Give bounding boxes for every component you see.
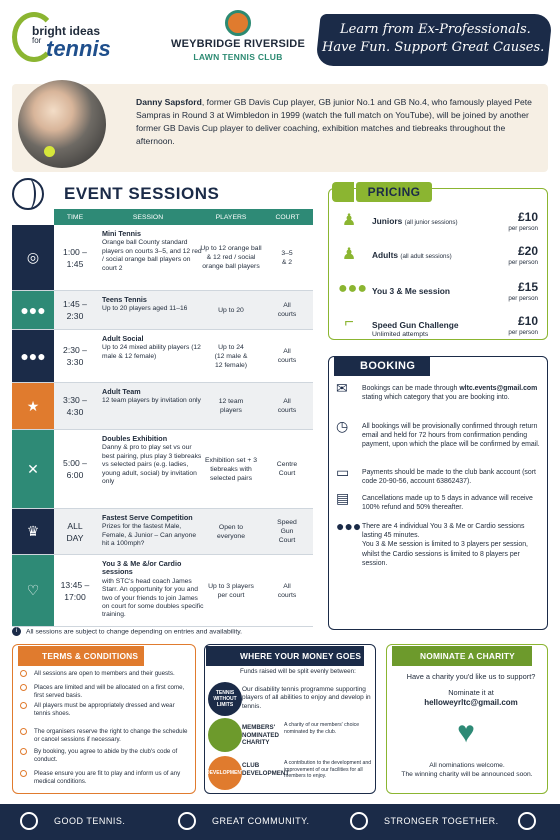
adult-icon: ♟	[341, 246, 357, 263]
check-icon	[20, 670, 27, 677]
session-players: Exhibition set + 3 tiebreaks with selected pairs	[205, 456, 257, 482]
player-photo	[18, 80, 106, 168]
club-emblem-icon	[225, 10, 251, 36]
session-title: Adult Team	[102, 387, 141, 396]
session-players: 12 team players	[218, 398, 244, 414]
session-court: 3–5 & 2	[281, 249, 293, 266]
charity-note: All nominations welcome. The winning charity will be announced soon.	[401, 762, 533, 778]
price-name	[372, 320, 459, 338]
price-label: Speed Gun Challenge	[372, 320, 459, 330]
crossed-rackets-icon: ✕	[12, 430, 54, 508]
price-value: £10	[517, 314, 538, 328]
money-item	[204, 718, 376, 754]
booking-text	[362, 384, 542, 402]
session-time: 3:30 – 4:30	[63, 395, 87, 417]
price-tag-icon	[332, 182, 354, 202]
price-label: You 3 & Me session	[372, 286, 451, 296]
charity-question-text: Have a charity you'd like us to support?	[406, 672, 536, 681]
terms-text: Places are limited and will be allocated on a first come, first served basis.	[34, 684, 185, 699]
price-name	[372, 250, 452, 261]
tagline-line1: Learn from Ex-Professionals.	[340, 22, 531, 37]
session-players: Up to 12 orange ball & 12 red / social orange ball players	[200, 245, 262, 270]
col-session: SESSION	[132, 213, 164, 221]
session-desc: Orange ball County standard players on courts 3–5, and 12 red / social orange ball players on court 2	[102, 239, 202, 272]
logo-line2: for	[32, 36, 42, 45]
tagline-banner	[315, 14, 552, 66]
price-name	[372, 286, 450, 297]
tennis-ball-icon	[12, 178, 44, 210]
session-info	[102, 335, 204, 361]
trophy-icon: ♛	[12, 509, 54, 554]
col-players: PLAYERS	[215, 213, 247, 221]
price-per: per person	[508, 295, 538, 302]
money-badge: TENNIS WITHOUT LIMITS	[208, 682, 242, 716]
session-title: Adult Social	[102, 334, 144, 343]
booking-text	[362, 468, 542, 486]
envelope-icon: ✉	[336, 380, 348, 396]
club-name: WEYBRIDGE RIVERSIDE	[171, 38, 305, 50]
session-court: All courts	[277, 348, 297, 364]
session-players: Up to 3 players per court	[208, 582, 254, 599]
session-title: Fastest Serve Competition	[102, 513, 193, 522]
check-icon	[20, 770, 27, 777]
booking-pre: Bookings can be made through	[362, 385, 460, 392]
bright-ideas-logo	[12, 10, 132, 66]
money-desc: A charity of our members' choice nominated by the club.	[284, 722, 360, 735]
session-court: All courts	[277, 582, 297, 599]
intro-text	[136, 96, 540, 148]
session-players: Up to 24 (12 male & 12 female)	[214, 343, 248, 369]
session-title: Mini Tennis	[102, 229, 141, 238]
tennis-ball-icon: ◎	[12, 225, 54, 290]
session-desc: 12 team players by invitation only	[102, 397, 201, 405]
session-info	[102, 514, 204, 549]
price-per: per person	[508, 259, 538, 266]
money-intro: Funds raised will be split evenly between:	[240, 668, 356, 675]
session-time: 13:45 – 17:00	[60, 579, 90, 602]
session-row	[12, 225, 313, 291]
money-badge: DEVELOPMENT	[208, 756, 242, 790]
terms-title: TERMS & CONDITIONS	[18, 646, 144, 666]
session-info	[102, 230, 204, 273]
terms-text: By booking, you agree to abide by the club's code of conduct.	[34, 748, 178, 763]
charity-title: NOMINATE A CHARITY	[392, 646, 532, 666]
speed-gun-icon: ⌐	[344, 314, 354, 331]
booking-pre: Cancellations made up to 5 days in advance will receive 100% refund and 50% thereafter.	[362, 495, 533, 512]
footer-item-2: GREAT COMMUNITY.	[212, 816, 310, 826]
tennis-ball-icon	[44, 146, 55, 157]
handshake-icon	[350, 812, 368, 830]
club-logo	[168, 10, 308, 72]
terms-text: Please ensure you are fit to play and inform us of any medical conditions.	[34, 770, 181, 785]
footer-item-1: GOOD TENNIS.	[54, 816, 126, 826]
money-label: CLUB DEVELOPMENT	[242, 762, 290, 777]
booking-title: BOOKING	[360, 360, 416, 372]
session-row	[12, 291, 313, 330]
booking-email-link[interactable]: wltc.events@gmail.com	[459, 385, 538, 392]
price-per: per person	[508, 329, 538, 336]
money-icon: ▤	[336, 490, 350, 506]
booking-text	[362, 422, 542, 450]
price-item	[338, 208, 538, 238]
price-note: (all adult sessions)	[400, 253, 452, 260]
sessions-table-header	[54, 209, 313, 225]
session-row	[12, 330, 313, 383]
group-icon: ●●●	[336, 518, 362, 534]
heartbeat-icon: ♡	[12, 555, 54, 626]
group-icon: ●●●	[12, 330, 54, 382]
charity-email-link[interactable]: helloweyrltc@gmail.com	[424, 698, 518, 707]
session-row	[12, 555, 313, 627]
intro-name: Danny Sapsford	[136, 97, 202, 107]
price-note: (all junior sessions)	[404, 219, 458, 226]
clock-icon: ◷	[336, 418, 349, 434]
session-desc: with STC's head coach James Starr. An opportunity for you and two of your friends to join James on court for some doubles specific training.	[102, 577, 204, 619]
booking-title-bar	[334, 356, 430, 376]
info-icon: i	[12, 627, 21, 636]
price-label: Adults	[372, 250, 399, 260]
money-badge	[208, 718, 242, 752]
session-title: Teens Tennis	[102, 295, 147, 304]
price-item	[338, 312, 538, 342]
session-row	[12, 383, 313, 430]
price-item	[338, 278, 538, 308]
charity-question	[396, 672, 546, 708]
session-time: 2:30 – 3:30	[63, 345, 87, 367]
tagline-line2: Have Fun. Support Great Causes.	[322, 40, 545, 55]
star-icon: ★	[12, 383, 54, 429]
card-icon: ▭	[336, 464, 350, 480]
pricing-title: PRICING	[356, 182, 432, 202]
footer	[0, 804, 560, 840]
heart-hands-icon: ♥	[457, 716, 475, 749]
session-info	[102, 435, 204, 486]
session-info	[102, 388, 204, 406]
price-value: £10	[517, 210, 538, 224]
price-item	[338, 242, 538, 272]
junior-icon: ♟	[341, 212, 357, 229]
session-players: Up to 20	[218, 306, 244, 314]
session-desc: Up to 24 mixed ability players (12 male & 12 female)	[102, 344, 201, 360]
check-icon	[20, 702, 27, 709]
session-row	[12, 509, 313, 555]
money-desc: Our disability tennis programme supporting players of all abilities to enjoy and develop in tennis.	[242, 686, 371, 710]
check-icon	[20, 728, 27, 735]
tennis-ball-icon	[20, 812, 38, 830]
racket-icon	[518, 812, 536, 830]
price-per: per person	[508, 225, 538, 232]
session-title: Doubles Exhibition	[102, 434, 168, 443]
session-title: You 3 & Me &/or Cardio sessions	[102, 559, 182, 577]
price-value: £15	[517, 280, 538, 294]
booking-pre: Payments should be made to the club bank account (sort code 20-90-56, account 63862437).	[362, 469, 536, 486]
charity-nominate-text: Nominate it at	[448, 688, 494, 697]
logo-line3: tennis	[46, 36, 111, 61]
session-info	[102, 296, 204, 314]
session-court: All courts	[277, 398, 297, 414]
sessions-note-text: All sessions are subject to change depending on entries and availability.	[26, 628, 243, 636]
price-value: £20	[517, 244, 538, 258]
check-icon	[20, 684, 27, 691]
session-court: Speed Gun Court	[277, 519, 297, 544]
session-time: 5:00 – 6:00	[63, 458, 87, 480]
logo-line1: bright ideas	[32, 24, 101, 38]
heart-icon	[178, 812, 196, 830]
price-name	[372, 216, 458, 227]
booking-pre: There are 4 individual You 3 & Me or Cardio sessions lasting 45 minutes. You 3 & Me session is limited to 3 players per session, whilst the Cardio sessions is limited to 8 players per session.	[362, 523, 528, 567]
session-time: 1:00 – 1:45	[63, 246, 87, 269]
club-subtitle: LAWN TENNIS CLUB	[193, 52, 283, 62]
header	[0, 0, 560, 80]
intro-body: , former GB Davis Cup player, GB junior No.1 and GB No.4, who famously played Pete Sampras in Round 3 at Wimbledon in 1999 (watch the full match on YouTube), will be joined by another former GB Davis Cup player to deliver coaching, exhibition matches and tiebreaks throughout the afternoon.	[136, 97, 532, 146]
money-desc: A contribution to the development and improvement of our facilities for all members to enjoy.	[284, 760, 372, 780]
session-players: Open to everyone	[217, 523, 245, 540]
event-sessions-title: EVENT SESSIONS	[64, 184, 220, 203]
session-desc: Up to 20 players aged 11–16	[102, 305, 188, 313]
session-desc: Prizes for the fastest Male, Female, & Junior – Can anyone hit a 100mph?	[102, 523, 197, 548]
footer-item-3: STRONGER TOGETHER.	[384, 816, 499, 826]
session-court: Centre Court	[276, 461, 298, 477]
money-title: WHERE YOUR MONEY GOES	[206, 646, 364, 666]
session-row	[12, 430, 313, 509]
session-info	[102, 560, 204, 620]
session-desc: Danny & pro to play set vs our best pairing, plus play 3 tiebreaks vs selected pairs (e.g. ladies, young adult, social) by invitation only	[102, 444, 202, 486]
money-label: MEMBERS' NOMINATED CHARITY	[242, 724, 280, 747]
price-sub: Unlimited attempts	[372, 331, 429, 338]
session-time: 1:45 – 2:30	[63, 299, 87, 321]
session-court: All courts	[277, 302, 297, 318]
booking-post: stating which category that you are booking into.	[362, 394, 510, 402]
terms-text: All players must be appropriately dressed and wear tennis shoes.	[34, 702, 175, 717]
col-court: COURT	[275, 213, 300, 221]
money-item	[204, 682, 376, 718]
terms-text: All sessions are open to members and their guests.	[34, 670, 175, 677]
group-icon: ●●●	[12, 291, 54, 329]
group-icon: ●●●	[338, 280, 367, 297]
money-item	[204, 756, 376, 792]
terms-text: The organisers reserve the right to change the schedule or cancel sessions if necessary.	[34, 728, 188, 743]
booking-text	[362, 522, 542, 568]
booking-pre: All bookings will be provisionally confirmed through return email and held for 72 hours from confirmation pending payment, upon which the place will be confirmed by email.	[362, 423, 540, 449]
check-icon	[20, 748, 27, 755]
session-time: ALL DAY	[66, 520, 84, 543]
booking-text	[362, 494, 542, 512]
sessions-note	[12, 627, 242, 636]
price-label: Juniors	[372, 216, 403, 226]
col-time: TIME	[66, 213, 84, 221]
